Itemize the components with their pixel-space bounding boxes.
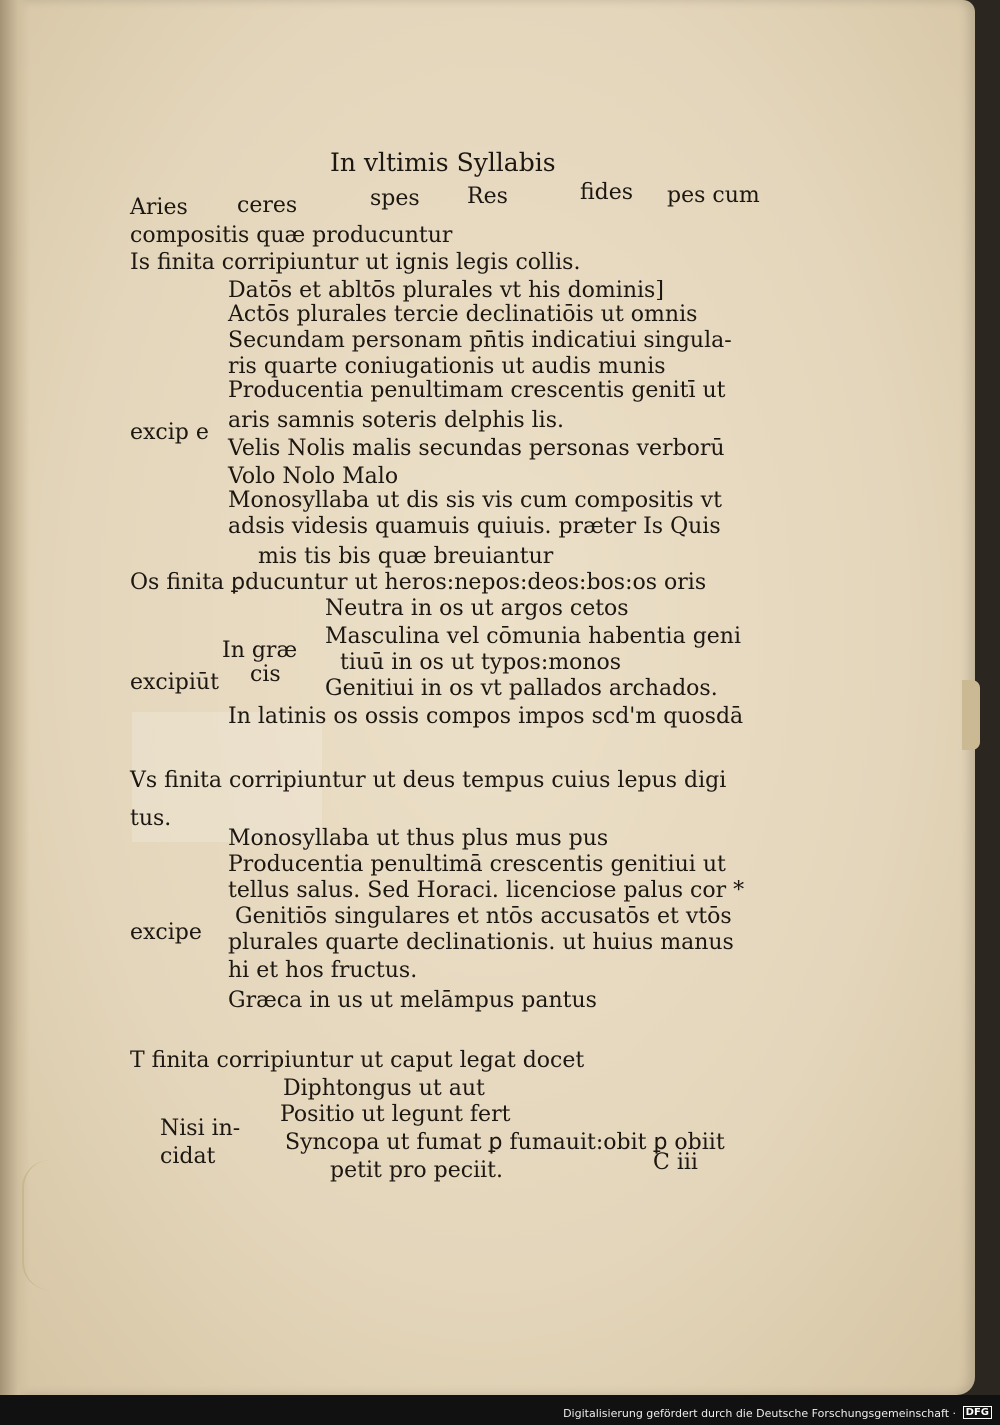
text-line: Producentia penultimā crescentis genitiui ut	[228, 852, 726, 877]
text-line: Secundam personam pn̄tis indicatiui singula-	[228, 328, 732, 353]
text-line: Vs finita corripiuntur ut deus tempus cuius lepus digi	[130, 768, 727, 793]
text-line: Genitiōs singulares et ntōs accusatōs et vtōs	[235, 904, 732, 929]
margin-note: excipe	[130, 920, 202, 945]
text-line: hi et hos fructus.	[228, 958, 418, 983]
text-line: tiuū in os ut typos:monos	[340, 650, 622, 675]
margin-note: cis	[250, 662, 281, 687]
text-line: aris samnis soteris delphis lis.	[228, 408, 565, 433]
text-line: Genitiui in os vt pallados archados.	[325, 676, 718, 701]
margin-note: cidat	[160, 1144, 216, 1169]
text-line: plurales quarte declinationis. ut huius manus	[228, 930, 734, 955]
text-line: Is finita corripiuntur ut ignis legis collis.	[130, 250, 581, 275]
text-line: Positio ut legunt fert	[280, 1102, 511, 1127]
text-line: pes cum	[667, 183, 760, 208]
text-line: ris quarte coniugationis ut audis munis	[228, 354, 666, 379]
text-line: Velis Nolis malis secundas personas verborū	[228, 436, 725, 461]
text-line: In latinis os ossis compos impos scd'm quosdā	[228, 704, 744, 729]
text-line: Monosyllaba ut dis sis vis cum compositis vt	[228, 488, 722, 513]
signature-mark: C iii	[653, 1150, 698, 1175]
text-line: Producentia penultimam crescentis genitī ut	[228, 378, 726, 403]
text-line: fides	[580, 180, 634, 205]
text-line: Masculina vel cōmunia habentia geni	[325, 624, 742, 649]
page-edge-tab	[962, 680, 980, 750]
text-line: Monosyllaba ut thus plus mus pus	[228, 826, 609, 851]
text-line: Actōs plurales tercie declinatiōis ut omnis	[228, 302, 698, 327]
margin-note: excip e	[130, 420, 209, 445]
text-line: Datōs et abltōs plurales vt his dominis]	[228, 278, 664, 303]
text-line: compositis quæ producuntur	[130, 223, 453, 248]
text-line: spes	[370, 186, 420, 211]
text-line: petit pro peciit.	[330, 1158, 503, 1183]
text-line: Res	[467, 184, 508, 209]
margin-note: Nisi in-	[160, 1116, 241, 1141]
text-line: Neutra in os ut argos cetos	[325, 596, 629, 621]
text-line: tus.	[130, 806, 172, 831]
binding-thread	[22, 1160, 50, 1290]
text-line: Græca in us ut melāmpus pantus	[228, 988, 597, 1013]
text-line: Os finita ꝑducuntur ut heros:nepos:deos:bos:os oris	[130, 570, 707, 595]
text-line: Syncopa ut fumat ꝑ fumauit:obit ꝑ obiit	[285, 1130, 725, 1155]
margin-note: In græ	[222, 638, 298, 663]
page-title: In vltimis Syllabis	[330, 148, 556, 177]
footer-credit: Digitalisierung gefördert durch die Deutsche Forschungsgemeinschaft ·	[563, 1407, 956, 1420]
text-line: Volo Nolo Malo	[228, 464, 399, 489]
margin-note: excipiūt	[130, 670, 219, 695]
text-line: T finita corripiuntur ut caput legat docet	[130, 1048, 585, 1073]
text-line: mis tis bis quæ breuiantur	[258, 544, 554, 569]
text-line: tellus salus. Sed Horaci. licenciose palus cor *	[228, 878, 745, 903]
text-line: ceres	[237, 193, 298, 218]
text-line: adsis videsis quamuis quiuis. præter Is Quis	[228, 514, 721, 539]
text-line: Aries	[130, 195, 188, 220]
dfg-logo: DFG	[963, 1406, 992, 1419]
text-line: Diphtongus ut aut	[283, 1076, 485, 1101]
